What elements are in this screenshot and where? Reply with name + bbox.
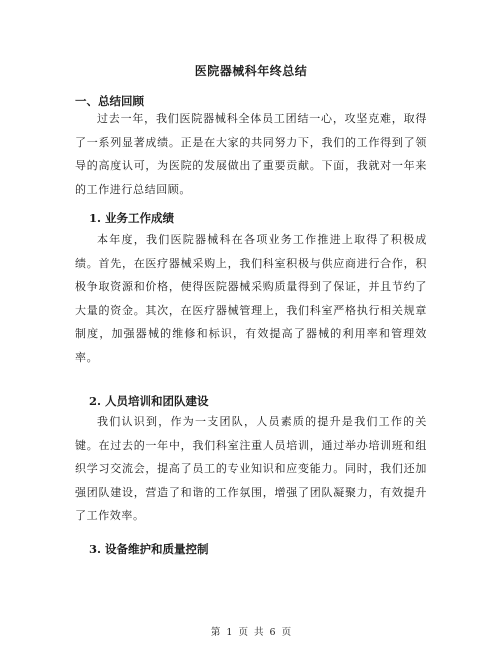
paragraph-training: 我们认识到，作为一支团队，人员素质的提升是我们工作的关键。在过去的一年中，我们科室注重人员培训，通过举办培训班和组织学习交流会，提高了员工的专业知识和应变能力。同时，我们还加强团队建设，营造了和谐的工作氛围，增强了团队凝聚力，有效提升了工作效率。 xyxy=(75,415,427,523)
paragraph-review: 过去一年，我们医院器械科全体员工团结一心，攻坚克难，取得了一系列显著成绩。正是在大家的共同努力下，我们的工作得到了领导的高度认可，为医院的发展做出了重要贡献。下面，我就对一年来的工作进行总结回顾。 xyxy=(75,112,427,196)
section-heading-review: 一、总结回顾 xyxy=(75,94,144,108)
section-heading-business: 1. 业务工作成绩 xyxy=(89,211,175,225)
document-title: 医院器械科年终总结 xyxy=(194,64,308,78)
section-heading-training: 2. 人员培训和团队建设 xyxy=(89,394,209,408)
paragraph-business: 本年度，我们医院器械科在各项业务工作推进上取得了积极成绩。首先，在医疗器械采购上，我们科室积极与供应商进行合作，积极争取资源和价格，使得医院器械采购质量得到了保证，并且节约了大量的资金。其次，在医疗器械管理上，我们科室严格执行相关规章制度，加强器械的维修和标识，有效提高了器械的利用率和管理效率。 xyxy=(75,233,427,364)
page-footer: 第 1 页 共 6 页 xyxy=(210,627,292,638)
section-heading-equipment: 3. 设备维护和质量控制 xyxy=(89,542,209,556)
